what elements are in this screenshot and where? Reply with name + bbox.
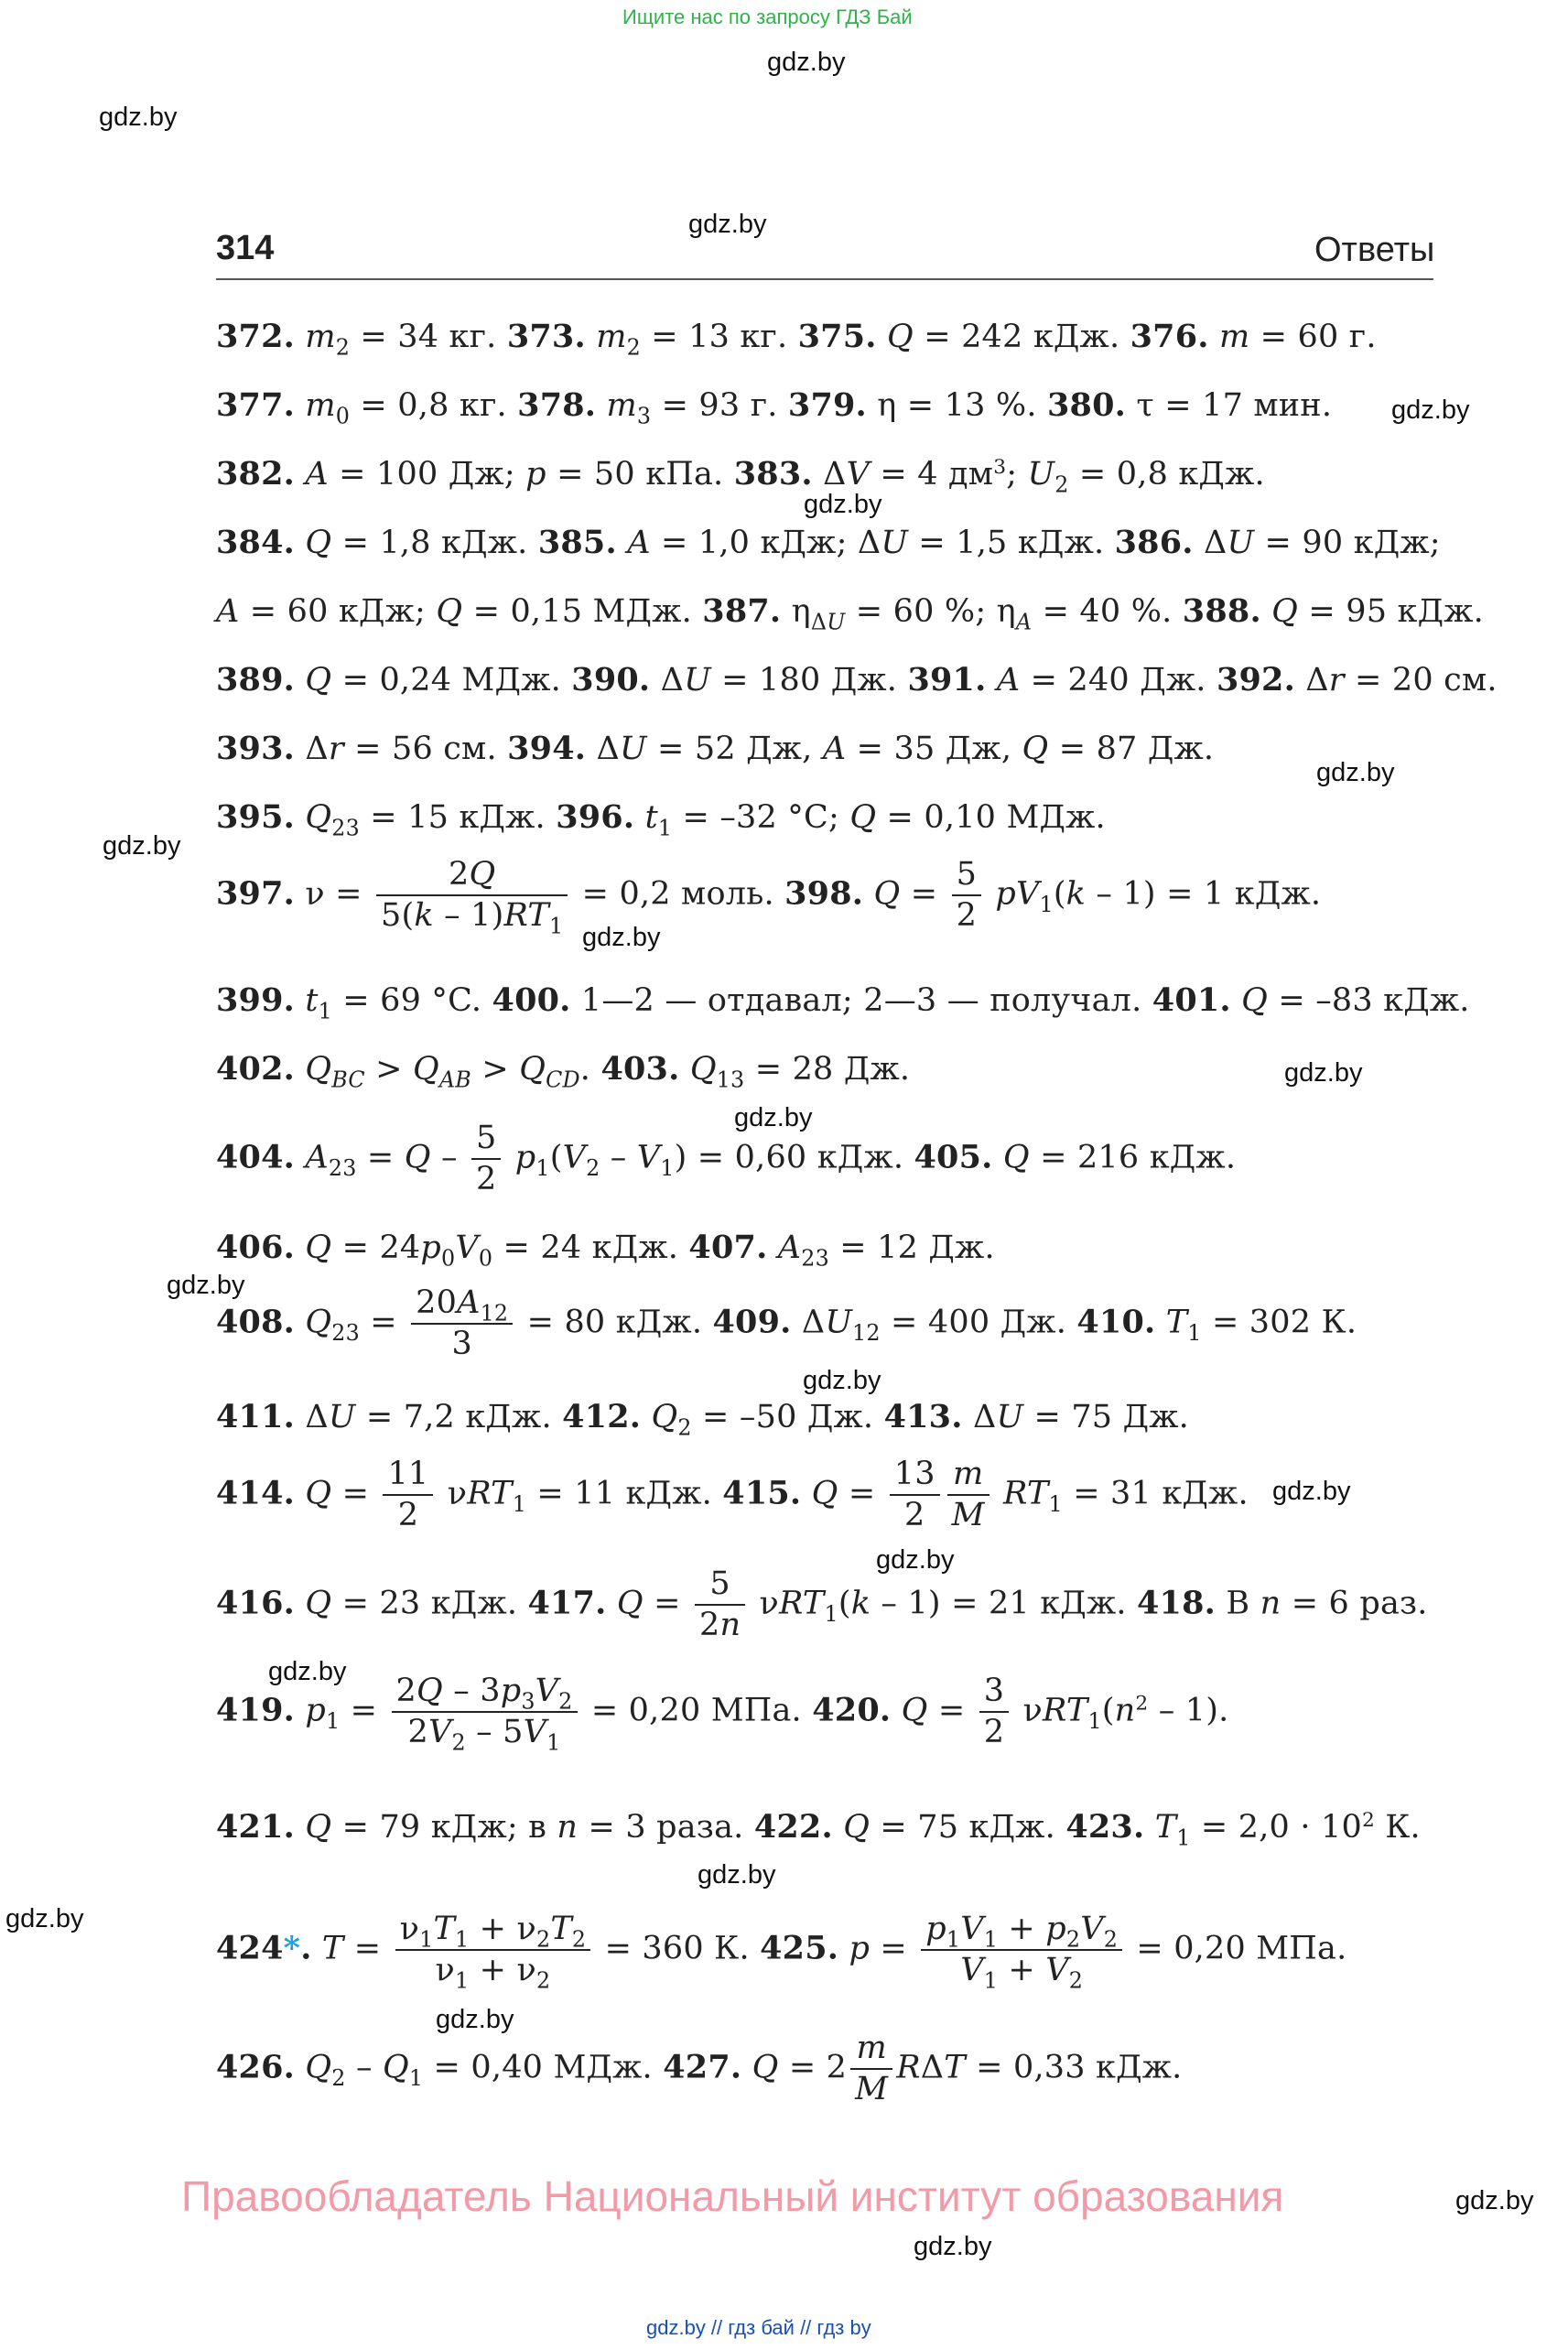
- answer-line: 372. $m_2 = 34$ кг. 373. $m_2 = 13$ кг. 375. Q = 242 кДж. 376. m = 60 г.: [216, 318, 1377, 361]
- watermark: gdz.by: [1391, 395, 1470, 425]
- answer-line: 399. $t_1 = 69$ °C. 400. 1—2 — отдавал; 2—3 — получал. 401. Q = –83 кДж.: [216, 981, 1470, 1024]
- answer-line: 384. Q = 1,8 кДж. 385. A = 1,0 кДж; ΔU = 1,5 кДж. 386. ΔU = 90 кДж;: [216, 524, 1441, 561]
- answer-line: 416. Q = 23 кДж. 417. Q = $\frac{5}{2n}$ νRT$_1$(k – 1) = 21 кДж. 418. В n = 6 раз.: [216, 1565, 1428, 1643]
- answer-line: 408. $Q_{23}$ = $\frac{20A_{12}}{3}$ = 80 кДж. 409. $\Delta U_{12} = 400$ Дж. 410. $T_1 = 302$ К.: [216, 1284, 1357, 1362]
- watermark: gdz.by: [914, 2232, 992, 2261]
- watermark: gdz.by: [5, 1904, 84, 1933]
- answer-line: 389. Q = 0,24 МДж. 390. ΔU = 180 Дж. 391. A = 240 Дж. 392. Δr = 20 см.: [216, 661, 1498, 699]
- watermark: gdz.by: [268, 1657, 347, 1686]
- answer-line: 397. ν = $\frac{2Q}{5(k - 1)RT_1}$ = 0,2 моль. 398. Q = $\frac{5}{2}$ $pV_1(k - 1) = 1$ кДж.: [216, 856, 1322, 939]
- page-number: 314: [216, 229, 275, 267]
- top-note: Ищите нас по запросу ГДЗ Бай: [622, 5, 913, 28]
- answer-line: 424*. T = $\frac{\nu_1T_1 + \nu_2T_2}{\nu_1 + \nu_2}$ = 360 К. 425. p = $\frac{p_1V_1 + p_2V_2}{V_1 + V_2}$ = 0,20 МПа.: [216, 1911, 1347, 1994]
- copyright-footer: Правообладатель Национальный институт образования: [181, 2172, 1284, 2220]
- answer-line: 414. Q = $\frac{11}{2}$ νRT$_1$ = 11 кДж. 415. Q = $\frac{13}{2}$ $\frac{m}{M}$ $RT_1 = 31$ кДж.: [216, 1456, 1249, 1533]
- watermark: gdz.by: [167, 1271, 245, 1300]
- watermark: gdz.by: [99, 103, 178, 132]
- watermark: gdz.by: [688, 210, 767, 239]
- answer-line: 393. Δr = 56 см. 394. ΔU = 52 Дж, A = 35 Дж, Q = 87 Дж.: [216, 730, 1215, 767]
- watermark: gdz.by: [876, 1545, 955, 1575]
- answer-line: A = 60 кДж; Q = 0,15 МДж. 387. $\eta_{\Delta U} = 60$ %; $\eta_A = 40$ %. 388. Q = 95 кДж.: [216, 592, 1484, 635]
- bottom-links[interactable]: gdz.by // гдз бай // гдз by: [646, 2316, 871, 2339]
- answer-line: 377. $m_0 = 0,8$ кг. 378. $m_3 = 93$ г. 379. η = 13 %. 380. τ = 17 мин.: [216, 386, 1333, 429]
- watermark: gdz.by: [734, 1103, 813, 1132]
- watermark: gdz.by: [103, 831, 181, 861]
- watermark: gdz.by: [1284, 1058, 1363, 1088]
- answer-line: 404. $A_{23} = Q$ – $\frac{5}{2}$ $p_1(V_2 - V_1) = 0,60$ кДж. 405. Q = 216 кДж.: [216, 1120, 1237, 1197]
- answer-line: 419. $p_1$ = $\frac{2Q - 3p_3V_2}{2V_2 - 5V_1}$ = 0,20 МПа. 420. Q = $\frac{3}{2}$ $\nu RT_1(n^2 - 1)$.: [216, 1673, 1229, 1756]
- watermark: gdz.by: [1455, 2186, 1534, 2215]
- answer-line: 402. $Q_{BC} > Q_{AB} > Q_{CD}$. 403. $Q_{13} = 28$ Дж.: [216, 1050, 911, 1093]
- section-title: Ответы: [1314, 231, 1435, 269]
- watermark: gdz.by: [767, 48, 846, 77]
- watermark: gdz.by: [436, 2005, 514, 2034]
- answer-line: 382. A = 100 Дж; p = 50 кПа. 383. ΔV = 4 $дм^3$; $U_2 = 0,8$ кДж.: [216, 455, 1265, 498]
- watermark: gdz.by: [803, 1366, 881, 1395]
- watermark: gdz.by: [582, 923, 661, 952]
- answer-line: 411. ΔU = 7,2 кДж. 412. $Q_2 = -50$ Дж. 413. ΔU = 75 Дж.: [216, 1398, 1189, 1441]
- answer-line: 421. Q = 79 кДж; в n = 3 раза. 422. Q = 75 кДж. 423. $T_1 = 2,0 \cdot 10^2$ К.: [216, 1808, 1421, 1851]
- answer-line: 395. $Q_{23} = 15$ кДж. 396. $t_1 = -32$ °C; Q = 0,10 МДж.: [216, 798, 1106, 841]
- header-rule: [216, 278, 1433, 280]
- answer-line: 406. $Q = 24p_0V_0 = 24$ кДж. 407. $A_{23} = 12$ Дж.: [216, 1229, 995, 1272]
- watermark: gdz.by: [697, 1860, 776, 1890]
- answer-line: 426. $Q_2 - Q_1 = 0,40$ МДж. 427. Q = 2 $\frac{m}{M}$ RΔT = 0,33 кДж.: [216, 2030, 1183, 2107]
- watermark: gdz.by: [804, 490, 882, 519]
- watermark: gdz.by: [1272, 1477, 1351, 1506]
- watermark: gdz.by: [1316, 758, 1395, 787]
